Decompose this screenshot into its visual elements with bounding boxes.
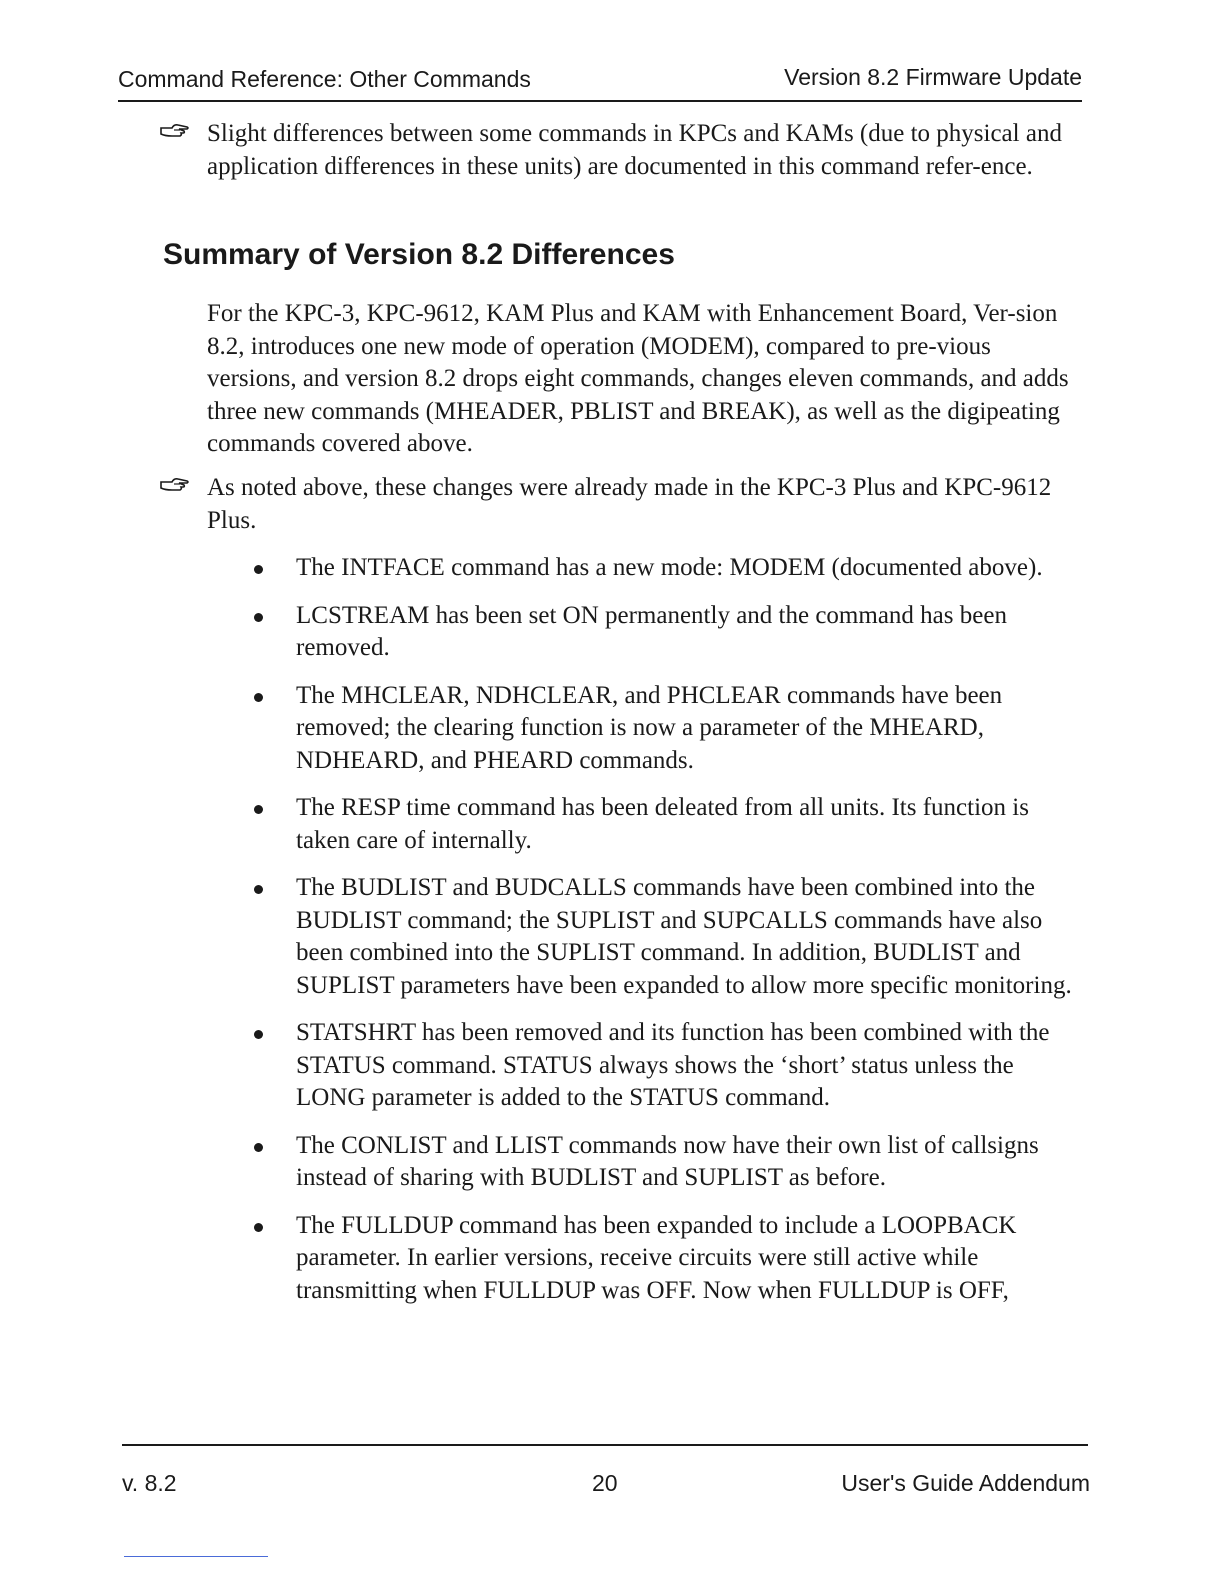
list-item [250,552,1080,585]
note-block [160,472,1080,537]
page-number: 20 [592,1470,618,1496]
list-item [250,872,1080,1002]
bullet-icon [254,885,263,894]
list-item-text: The BUDLIST and BUDCALLS commands have been combined into the BUDLIST command; the SUPLIST and SUPCALLS commands have also been combined into the SUPLIST command. In addition, BUDLIST and SUPLIST parameters have been expanded to allow more specific monitoring. [296,874,1072,999]
footer-document-title: User's Guide Addendum [841,1470,1090,1496]
list-item-text: The INTFACE command has a new mode: MODEM (documented above). [296,554,1043,581]
section-paragraph: For the KPC-3, KPC-9612, KAM Plus and KAM with Enhancement Board, Ver-sion 8.2, introduces one new mode of operation (MODEM), compared to pre-vious versions, and version 8.2 drops eight commands, changes eleven commands, and adds three new commands (MHEADER, PBLIST and BREAK), as well as the digipeating commands covered above. [207,300,1069,457]
list-item [250,1130,1080,1195]
differences-list [250,552,1080,1322]
bullet-icon [254,1030,263,1039]
bullet-icon [254,1143,263,1152]
bullet-icon [254,565,263,574]
bullet-icon [254,1223,263,1232]
header-left-title: Command Reference: Other Commands [118,66,531,92]
note-text: Slight differences between some commands in KPCs and KAMs (due to physical and application differences in these units) are documented in this command refer-ence. [207,120,1062,180]
footer-divider [122,1444,1088,1446]
page-header [118,64,1082,102]
bullet-icon [254,693,263,702]
pointing-hand-icon [160,474,190,494]
note-block [160,118,1080,183]
list-item-text: The RESP time command has been deleated from all units. Its function is taken care of internally. [296,794,1029,854]
list-item [250,1017,1080,1115]
list-item-text: The FULLDUP command has been expanded to include a LOOPBACK parameter. In earlier versions, receive circuits were still active while transmitting when FULLDUP was OFF. Now when FULLDUP is OFF, [296,1211,1017,1304]
bullet-icon [254,805,263,814]
list-item [250,680,1080,778]
list-item [250,792,1080,857]
section-title: Summary of Version 8.2 Differences [163,238,675,271]
bullet-icon [254,613,263,622]
note-text: As noted above, these changes were already made in the KPC-3 Plus and KPC-9612 Plus. [207,474,1052,534]
footer-version: v. 8.2 [122,1470,177,1496]
scan-artifact-line [124,1556,268,1557]
list-item-text: The MHCLEAR, NDHCLEAR, and PHCLEAR commands have been removed; the clearing function is now a parameter of the MHEARD, NDHEARD, and PHEARD commands. [296,681,1003,774]
list-item-text: LCSTREAM has been set ON permanently and the command has been removed. [296,601,1007,661]
pointing-hand-icon [160,120,190,140]
list-item-text: The CONLIST and LLIST commands now have their own list of callsigns instead of sharing with BUDLIST and SUPLIST as before. [296,1131,1039,1191]
list-item-text: STATSHRT has been removed and its function has been combined with the STATUS command. STATUS always shows the ‘short’ status unless the LONG parameter is added to the STATUS command. [296,1019,1050,1111]
header-right-title: Version 8.2 Firmware Update [784,64,1082,90]
list-item [250,600,1080,665]
list-item [250,1210,1080,1308]
